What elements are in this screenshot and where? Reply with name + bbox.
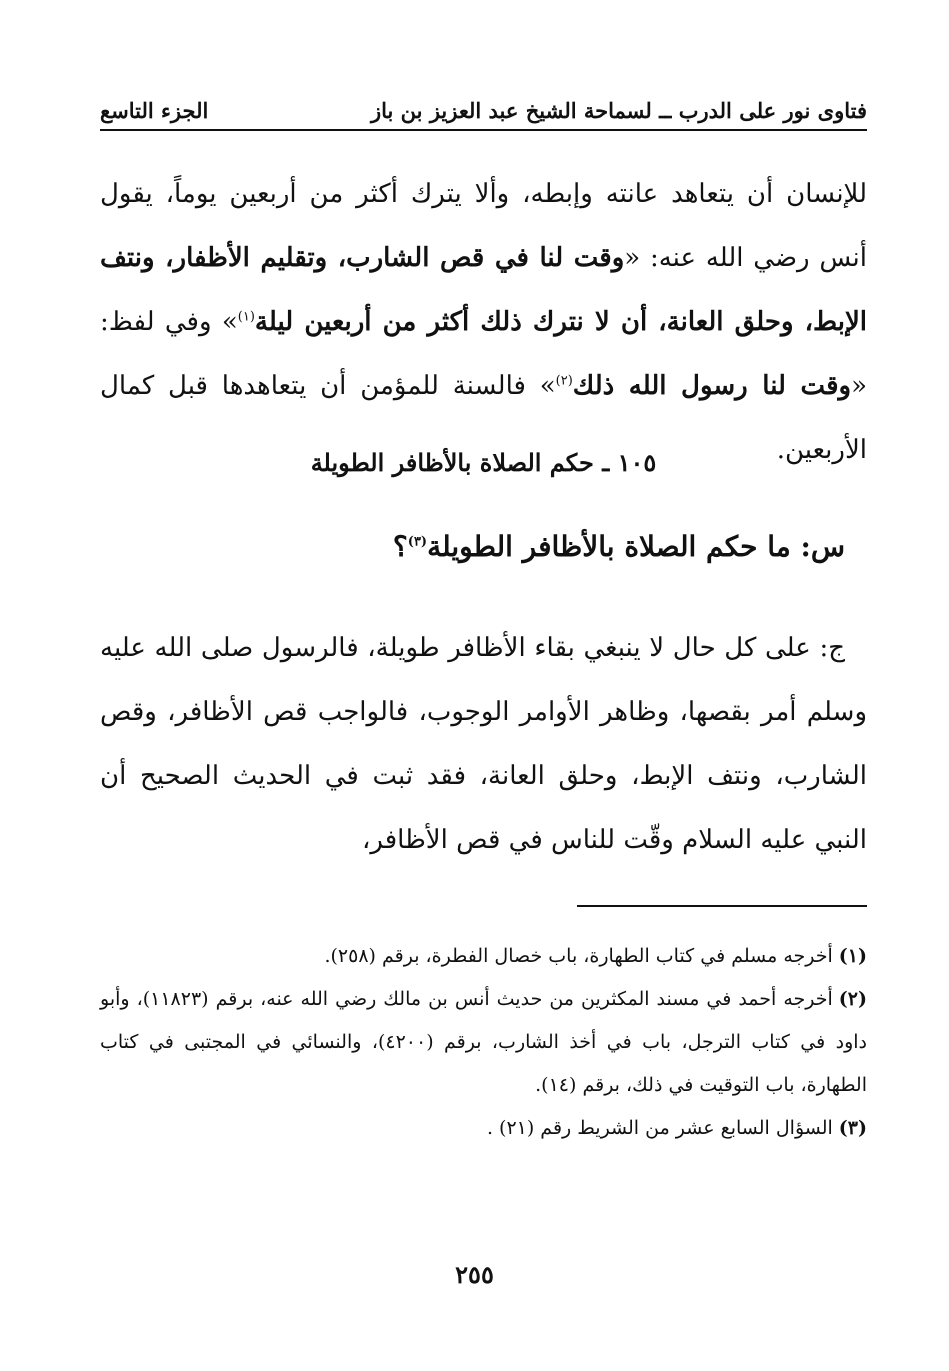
footnote-ref-3[interactable]: (٣) [407, 534, 428, 550]
question-mark: ؟ [392, 530, 408, 563]
footnote-number: (٢) [838, 988, 868, 1010]
question-text: س: ما حكم الصلاة بالأظافر الطويلة [427, 530, 845, 563]
footnote-text: السؤال السابع عشر من الشريط رقم (٢١) . [486, 1117, 833, 1139]
footnote-text: أخرجه مسلم في كتاب الطهارة، باب خصال الفطرة، برقم (٢٥٨). [324, 945, 833, 967]
hadith-quote-1: وقت لنا في قص الشارب، وتقليم الأظفار، ونتف الإبط، وحلق العانة، أن لا نترك ذلك أكثر من أربعين ليلة [100, 243, 867, 337]
footnote-ref-2[interactable]: (٢) [555, 373, 573, 389]
body-paragraph [100, 162, 867, 482]
footnote-ref-1[interactable]: (١) [237, 309, 255, 325]
page-number: ٢٥٥ [455, 1260, 494, 1289]
section-heading: ١٠٥ ـ حكم الصلاة بالأظافر الطويلة [310, 448, 657, 477]
answer [100, 616, 867, 872]
hadith-quote-2: وقت لنا رسول الله ذلك [572, 371, 852, 401]
footnote-divider [577, 905, 867, 907]
footnote-text: أخرجه أحمد في مسند المكثرين من حديث أنس بن مالك رضي الله عنه، برقم (١١٨٢٣)، وأبو داود في كتاب الترجل، باب في أخذ الشارب، برقم (٤٢٠٠)، والنسائي في المجتبى في كتاب الطهارة، باب التوقيت في ذلك، برقم (١٤). [100, 988, 867, 1096]
body-text-part2: » وفي لفظ: « [100, 307, 867, 401]
footnote-number: (١) [838, 945, 867, 967]
footnote-number: (٣) [838, 1117, 867, 1139]
question [100, 530, 845, 563]
body-text-part3: » فالسنة للمؤمن أن يتعاهدها قبل كمال الأربعين. [100, 371, 867, 465]
footnote-1 [100, 935, 867, 978]
volume-label: الجزء التاسع [100, 98, 209, 123]
body-text-part1: للإنسان أن يتعاهد عانته وإبطه، وألا يترك أكثر من أربعين يوماً، يقول أنس رضي الله عنه: « [100, 179, 867, 273]
answer-text: ج: على كل حال لا ينبغي بقاء الأظافر طويلة، فالرسول صلى الله عليه وسلم أمر بقصها، وظاهر الأوامر الوجوب، فالواجب قص الأظافر، وقص الشارب، ونتف الإبط، وحلق العانة، فقد ثبت في الحديث الصحيح أن النبي عليه السلام وقّت للناس في قص الأظافر، [100, 633, 867, 855]
footnote-2 [100, 978, 867, 1107]
footnotes [100, 935, 867, 1150]
running-header [100, 98, 867, 131]
book-title: فتاوى نور على الدرب ــ لسماحة الشيخ عبد العزيز بن باز [370, 98, 867, 123]
footnote-3 [100, 1107, 867, 1150]
